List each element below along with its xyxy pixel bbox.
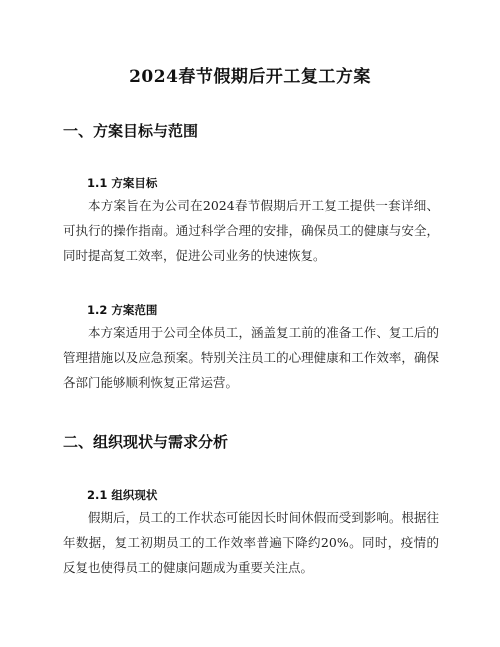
- page-title: 2024春节假期后开工复工方案: [129, 67, 371, 87]
- subsection-heading-scope: 1.2 方案范围: [87, 303, 158, 317]
- subsection-heading-status: 2.1 组织现状: [87, 488, 158, 502]
- section-heading-status-needs: 二、组织现状与需求分析: [63, 433, 229, 451]
- paragraph-scope: 本方案适用于公司全体员工，涵盖复工前的准备工作、复工后的管理措施以及应急预案。特别关注员工的心理健康和工作效率，确保各部门能够顺利恢复正常运营。: [63, 325, 439, 390]
- section-heading-goals-scope: 一、方案目标与范围: [63, 122, 199, 140]
- subsection-heading-goals: 1.1 方案目标: [87, 176, 158, 190]
- paragraph-status: 假期后，员工的工作状态可能因长时间休假而受到影响。根据往年数据，复工初期员工的工作效率普遍下降约20%。同时，疫情的反复也使得员工的健康问题成为重要关注点。: [63, 510, 439, 575]
- paragraph-goals: 本方案旨在为公司在2024春节假期后开工复工提供一套详细、可执行的操作指南。通过科学合理的安排，确保员工的健康与安全，同时提高复工效率，促进公司业务的快速恢复。: [63, 198, 439, 263]
